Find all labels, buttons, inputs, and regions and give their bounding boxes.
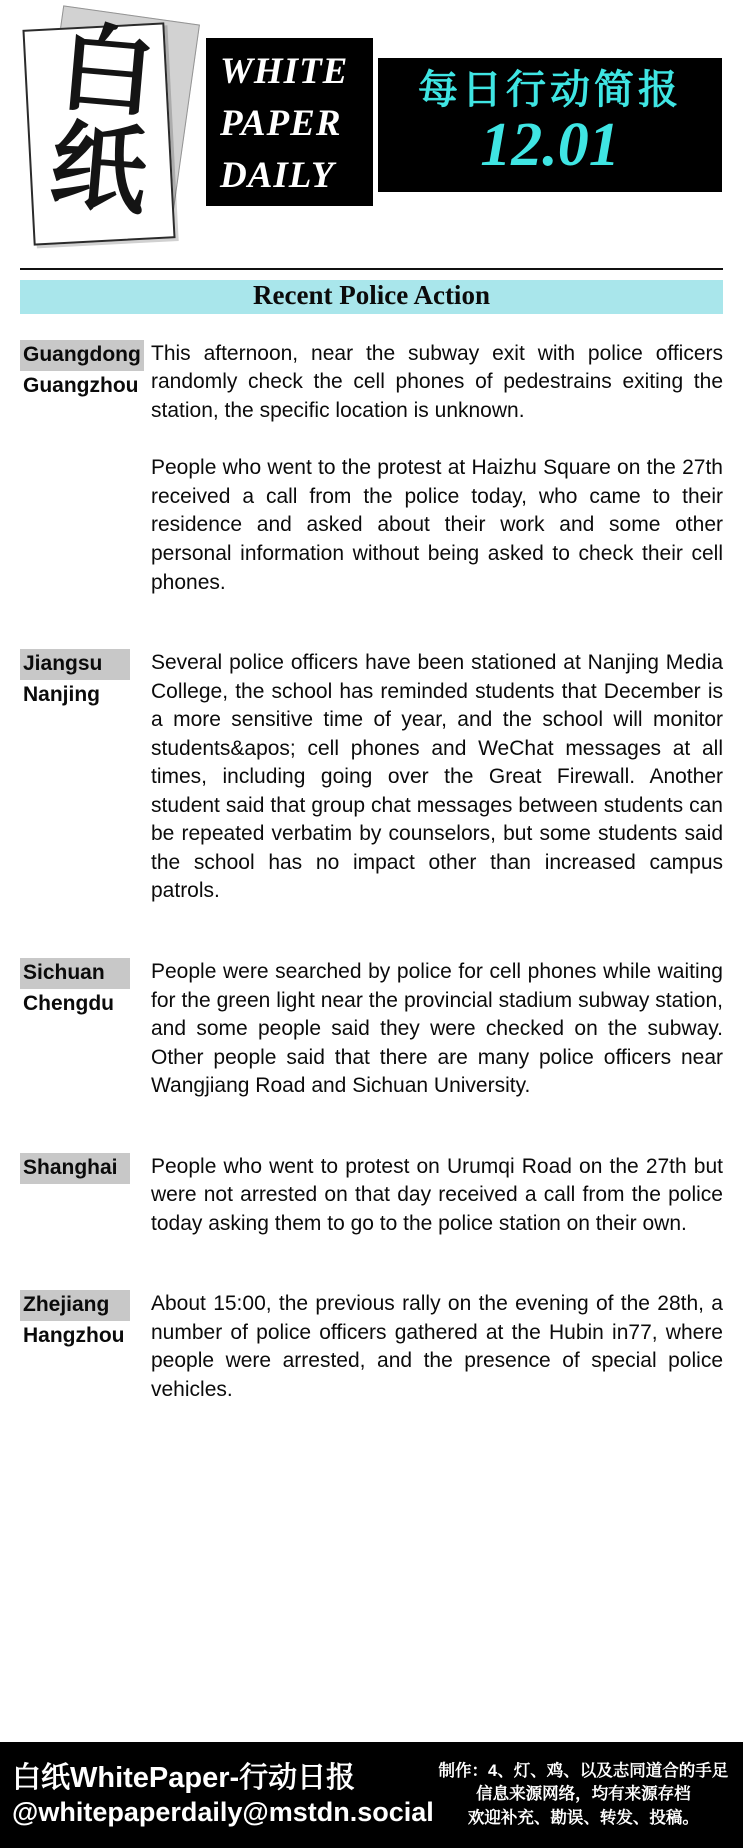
- masthead-title-box: [206, 38, 373, 206]
- entry-body: [151, 958, 723, 1101]
- entry-body: [151, 1290, 723, 1404]
- location-label: [20, 340, 151, 400]
- entry-guangzhou: [20, 340, 723, 597]
- issue-date: 12.01: [480, 111, 620, 179]
- footer-mastodon-handle: @whitepaperdaily@mstdn.social: [12, 1797, 434, 1828]
- masthead-title-line: WHITE: [220, 51, 349, 92]
- entry-nanjing: [20, 649, 723, 906]
- entry-chengdu: [20, 958, 723, 1101]
- section-title-band: [20, 280, 723, 314]
- entry-shanghai: [20, 1153, 723, 1239]
- location-line-highlighted: Zhejiang: [20, 1290, 130, 1321]
- entries-list: [0, 314, 743, 1405]
- logo-character-bottom: 纸: [46, 107, 152, 229]
- logo-character-top: 白: [54, 10, 161, 132]
- entry-paragraph: About 15:00, the previous rally on the evening of the 28th, a number of police officers gathered at the Hubin in77, where people were arrested, and the presence of special police vehicles.: [151, 1292, 723, 1401]
- credit-line: 制作：4、灯、鸡、以及志同道合的手足: [438, 1762, 729, 1781]
- masthead-title-line: PAPER: [220, 102, 342, 144]
- location-line-highlighted: Shanghai: [20, 1153, 130, 1184]
- location-label: [20, 1290, 151, 1350]
- entry-paragraph: People who went to protest on Urumqi Road on the 27th but were not arrested on that day received a call from the police today asking them to go to the police station on their own.: [151, 1154, 723, 1235]
- location-label: [20, 1153, 151, 1184]
- entry-paragraph: People were searched by police for cell phones while waiting for the green light near the provincial stadium subway station, and some people said they were checked on the subway. Other people said that there are many police officers near Wangjiang Road and Sichuan University.: [151, 959, 723, 1098]
- entry-body: [151, 340, 723, 597]
- location-line: Guangzhou: [23, 373, 139, 397]
- masthead: [0, 0, 743, 258]
- location-line-highlighted: Jiangsu: [20, 649, 130, 680]
- location-line-highlighted: Sichuan: [20, 958, 130, 989]
- masthead-date-box: [378, 58, 722, 192]
- whitepaper-logo: [18, 12, 204, 252]
- masthead-title-line: DAILY: [220, 154, 335, 196]
- logo-characters: [40, 10, 167, 229]
- entry-body: [151, 1153, 723, 1239]
- location-line: Hangzhou: [23, 1324, 125, 1348]
- credit-line: 欢迎补充、勘误、转发、投稿。: [467, 1808, 699, 1827]
- credit-line: 信息来源网络，均有来源存档: [476, 1785, 691, 1804]
- location-label: [20, 958, 151, 1018]
- location-line: Nanjing: [23, 682, 100, 706]
- section-title: Recent Police Action: [253, 280, 490, 310]
- entry-paragraph: This afternoon, near the subway exit with police officers randomly check the cell phones of pedestrains exiting the station, the specific location is unknown.: [151, 341, 723, 422]
- divider-rule: [20, 268, 723, 270]
- footer-credits: [434, 1760, 733, 1829]
- entry-paragraph: People who went to the protest at Haizhu Square on the 27th received a call from the police today, who came to their residence and asked about their work and some other personal information without being asked to check their cell phones.: [151, 456, 723, 594]
- daily-briefing-subtitle: 每日行动简报: [418, 68, 682, 112]
- entry-body: [151, 649, 723, 906]
- footer: [0, 1742, 743, 1848]
- entry-paragraph: Several police officers have been stationed at Nanjing Media College, the school has reminded students that December is a more sensitive time of year, and the school will monitor students&apos; cell phones and WeChat messages at all times, including going over the Great Firewall. Another student said that group chat messages between students can be repeated verbatim by counselors, but some students said the school has no impact other than increased campus patrols.: [151, 651, 723, 903]
- footer-brand: 白纸WhitePaper-行动日报: [12, 1762, 356, 1795]
- footer-identity: [12, 1761, 434, 1828]
- location-label: [20, 649, 151, 709]
- location-line-highlighted: Guangdong: [20, 340, 144, 371]
- entry-hangzhou: [20, 1290, 723, 1404]
- location-line: Chengdu: [23, 991, 114, 1015]
